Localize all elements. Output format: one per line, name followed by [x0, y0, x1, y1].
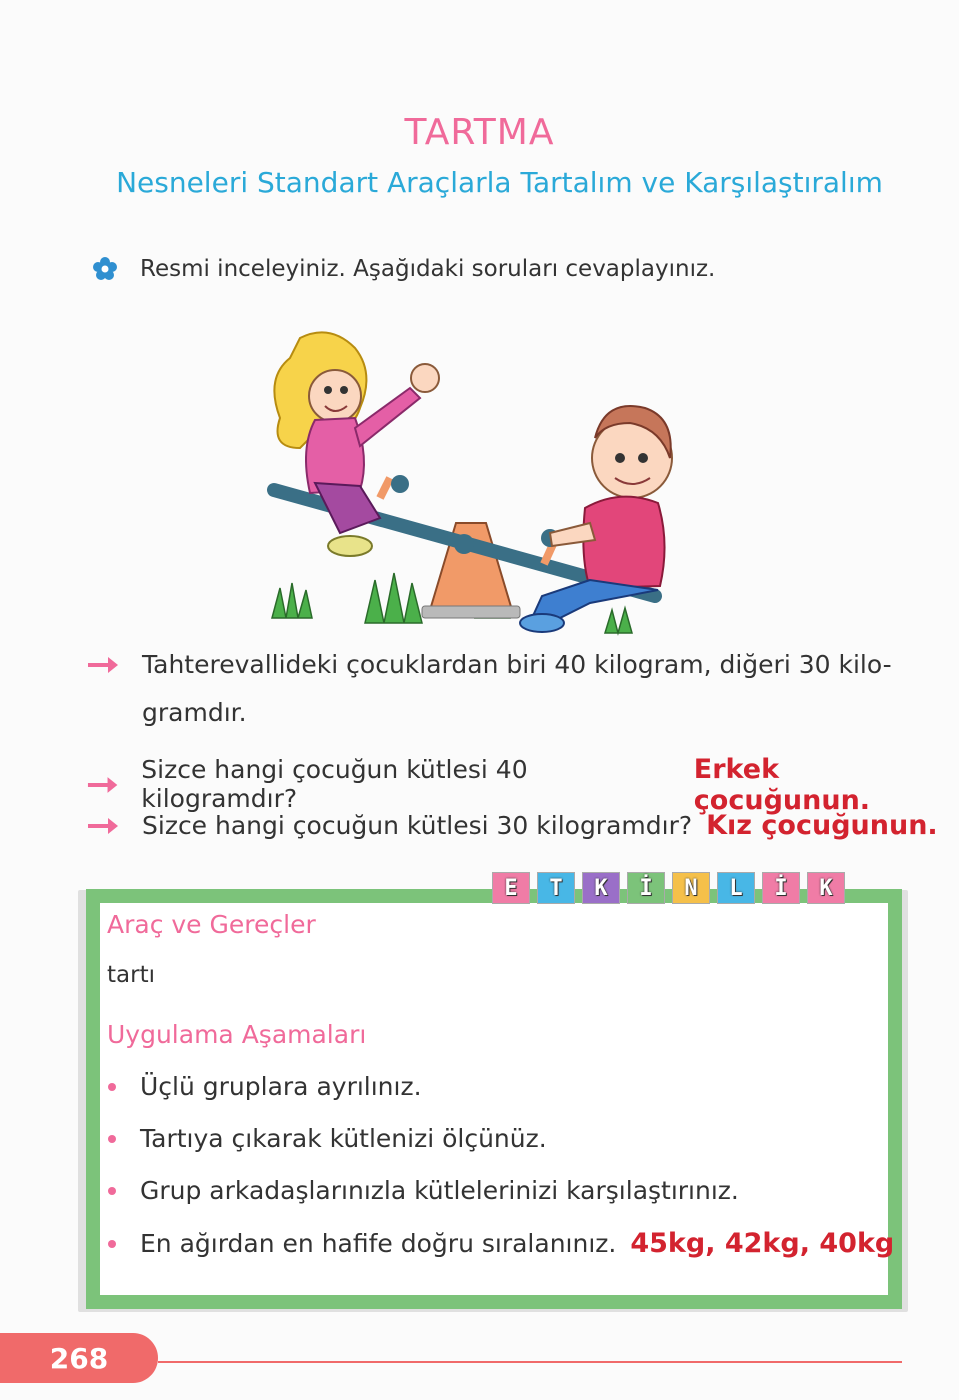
- step-text: En ağırdan en hafife doğru sıralanınız.: [140, 1229, 617, 1258]
- step-item: [108, 1072, 422, 1101]
- banner-letter: T: [537, 872, 575, 904]
- seesaw-illustration: [260, 318, 720, 658]
- banner-letter: K: [807, 872, 845, 904]
- instruction-row: [92, 256, 715, 282]
- bullet-dot-icon: [108, 1083, 116, 1091]
- step-item: [108, 1176, 739, 1205]
- banner-letter: E: [492, 872, 530, 904]
- banner-letter: L: [717, 872, 755, 904]
- question-row-2: [86, 754, 959, 816]
- question-answer: Kız çocuğunun.: [706, 810, 938, 841]
- step-text: Tartıya çıkarak kütlenizi ölçünüz.: [140, 1124, 547, 1153]
- question-continuation: gramdır.: [142, 698, 247, 727]
- etkinlik-banner: [492, 872, 845, 904]
- step-answer: 45kg, 42kg, 40kg: [630, 1228, 895, 1259]
- banner-letter: İ: [762, 872, 800, 904]
- arrow-right-icon: [86, 775, 119, 795]
- question-text: Sizce hangi çocuğun kütlesi 30 kilogramdır?: [142, 811, 693, 840]
- page-subtitle: Nesneleri Standart Araçlarla Tartalım ve Karşılaştıralım: [116, 166, 883, 199]
- banner-letter: İ: [627, 872, 665, 904]
- step-text: Üçlü gruplara ayrılınız.: [140, 1072, 422, 1101]
- banner-letter: K: [582, 872, 620, 904]
- footer-divider: [158, 1361, 902, 1363]
- page-number: 268: [0, 1333, 158, 1383]
- materials-title: Araç ve Gereçler: [107, 910, 316, 939]
- step-item: [108, 1124, 547, 1153]
- banner-letter: N: [672, 872, 710, 904]
- question-row-1: [86, 650, 892, 679]
- question-row-3: [86, 810, 938, 841]
- step-item: [108, 1228, 894, 1259]
- bullet-dot-icon: [108, 1187, 116, 1195]
- step-text: Grup arkadaşlarınızla kütlelerinizi karşılaştırınız.: [140, 1176, 739, 1205]
- question-text: Tahterevallideki çocuklardan biri 40 kilogram, diğeri 30 kilo-: [142, 650, 892, 679]
- grass-left: [272, 583, 312, 618]
- flower-icon: [92, 256, 118, 282]
- materials-text: tartı: [107, 962, 155, 988]
- instruction-text: Resmi inceleyiniz. Aşağıdaki soruları cevaplayınız.: [140, 256, 716, 282]
- arrow-right-icon: [86, 816, 120, 836]
- question-answer: Erkek çocuğunun.: [693, 754, 871, 816]
- bullet-dot-icon: [108, 1135, 116, 1143]
- arrow-right-icon: [86, 655, 120, 675]
- question-text: Sizce hangi çocuğun kütlesi 40 kilogramdır?: [141, 755, 528, 813]
- page-title: TARTMA: [404, 112, 555, 153]
- steps-title: Uygulama Aşamaları: [107, 1020, 367, 1049]
- bullet-dot-icon: [108, 1240, 116, 1248]
